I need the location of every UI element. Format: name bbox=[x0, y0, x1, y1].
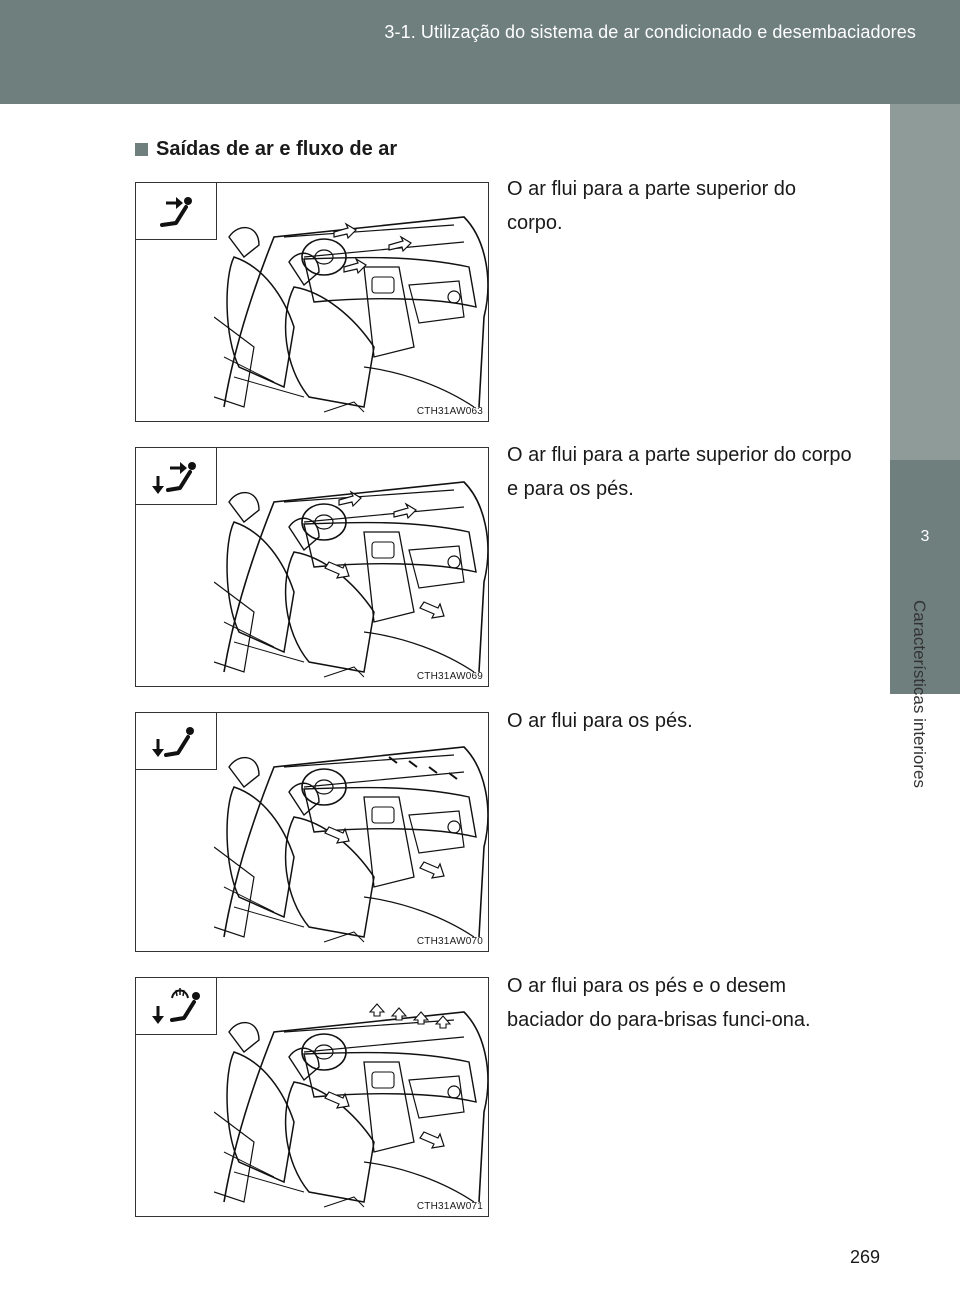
mode-description: O ar flui para a parte superior do corpo e para os pés. bbox=[507, 444, 852, 500]
section-bullet-icon bbox=[135, 143, 148, 156]
mode-description: O ar flui para os pés e o desem baciador do para-brisas funci-ona. bbox=[507, 975, 811, 1031]
airflow-figure-bilevel bbox=[135, 447, 489, 687]
chapter-name: Características interiores bbox=[910, 600, 929, 789]
page-number: 269 bbox=[850, 1247, 881, 1267]
chapter-header bbox=[0, 0, 960, 104]
foot-defrost-vent-icon bbox=[136, 978, 217, 1035]
car-interior-illustration bbox=[214, 462, 489, 682]
chapter-number: 3 bbox=[920, 528, 930, 545]
section-title-text: Saídas de ar e fluxo de ar bbox=[156, 138, 398, 160]
figure-code: CTH31AW071 bbox=[416, 1201, 483, 1212]
chapter-title: 3-1. Utilização do sistema de ar condicionado e desembaciadores bbox=[384, 22, 916, 42]
car-interior-illustration bbox=[214, 197, 489, 417]
airflow-figure-feet-defrost bbox=[135, 977, 489, 1217]
face-vent-icon bbox=[136, 183, 217, 240]
mode-description: O ar flui para os pés. bbox=[507, 710, 693, 732]
figure-code: CTH31AW063 bbox=[416, 406, 483, 417]
side-tab-upper bbox=[890, 104, 960, 460]
foot-vent-icon bbox=[136, 713, 217, 770]
car-interior-illustration bbox=[214, 727, 489, 947]
car-interior-illustration bbox=[214, 992, 489, 1212]
airflow-figure-face bbox=[135, 182, 489, 422]
figure-code: CTH31AW069 bbox=[416, 671, 483, 682]
mode-description: O ar flui para a parte superior do corpo. bbox=[507, 178, 797, 234]
figure-code: CTH31AW070 bbox=[416, 936, 483, 947]
airflow-figure-feet bbox=[135, 712, 489, 952]
section-title bbox=[135, 138, 397, 161]
bi-level-vent-icon bbox=[136, 448, 217, 505]
